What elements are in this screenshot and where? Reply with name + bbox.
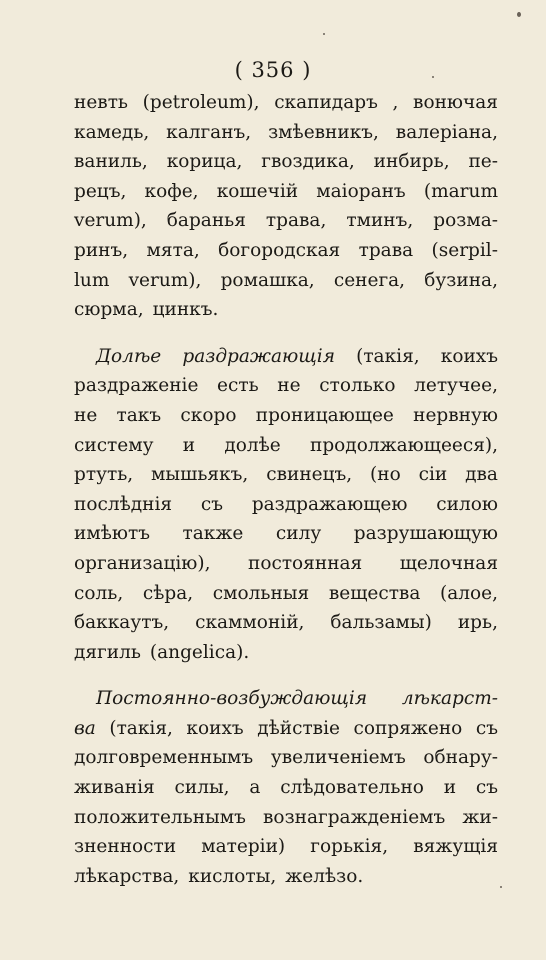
- word: сопряжено: [353, 717, 463, 739]
- text-line: [74, 832, 498, 862]
- text-line: [74, 371, 498, 401]
- word: баккаутъ,: [74, 612, 170, 634]
- word: скоро: [180, 404, 237, 426]
- word: розма-: [433, 210, 498, 232]
- word: не: [74, 404, 98, 426]
- word: сюрма,: [74, 299, 144, 321]
- word: трава: [358, 239, 414, 261]
- word: кофе,: [144, 180, 199, 202]
- text-line: [74, 549, 498, 579]
- word: калганъ,: [166, 121, 252, 143]
- text-line: [74, 743, 498, 773]
- word: вознагражденіемъ: [263, 806, 446, 828]
- word: lum: [74, 269, 110, 291]
- word: цинкъ.: [152, 299, 219, 321]
- word: желѣзо.: [285, 865, 364, 887]
- word: (но: [370, 464, 401, 486]
- word: змѣевникъ,: [268, 121, 379, 143]
- text-line: [74, 401, 498, 431]
- word: обнару-: [423, 747, 498, 769]
- word: пе-: [468, 151, 498, 173]
- word: силу: [275, 523, 322, 545]
- text-line: [74, 266, 498, 296]
- text-line: [74, 342, 498, 372]
- word: раздраженіе: [74, 375, 199, 397]
- word: силою: [436, 493, 498, 515]
- word: раздражающія: [182, 345, 335, 367]
- word: систему: [74, 434, 154, 456]
- word: Долѣе: [96, 345, 162, 367]
- word: вяжущія: [413, 836, 498, 858]
- word: ваниль,: [74, 151, 148, 173]
- word: скапидаръ: [274, 92, 378, 113]
- text-line: [74, 773, 498, 803]
- word: (angelica).: [149, 641, 250, 663]
- text-line: [74, 431, 498, 461]
- word: сенега,: [333, 269, 406, 291]
- word: ринъ,: [74, 239, 129, 261]
- page-text: [74, 88, 498, 891]
- word: и: [182, 434, 196, 456]
- word: (serpil-: [431, 239, 498, 261]
- word: продолжающееся),: [310, 434, 498, 456]
- word: кислоты,: [188, 865, 277, 887]
- word: съ: [475, 777, 498, 799]
- word: рецъ,: [74, 180, 127, 202]
- word: трава,: [265, 210, 327, 232]
- word: соль,: [74, 582, 124, 604]
- word: есть: [217, 375, 259, 397]
- word: долѣе: [224, 434, 281, 456]
- text-line: [74, 88, 498, 118]
- word: бальзамы): [330, 612, 432, 634]
- word: (marum: [423, 180, 498, 202]
- word: коихъ: [186, 717, 244, 739]
- word: съ: [475, 717, 498, 739]
- word: съ: [200, 493, 223, 515]
- text-line: [74, 295, 498, 325]
- word: матеріи): [201, 836, 286, 858]
- word: коихъ: [440, 345, 498, 367]
- text-line: [74, 579, 498, 609]
- word: валеріана,: [395, 121, 498, 143]
- text-line: [74, 147, 498, 177]
- word: (petroleum),: [142, 92, 260, 113]
- word: мышьякъ,: [151, 464, 249, 486]
- word: камедь,: [74, 121, 150, 143]
- word: дягиль: [74, 641, 141, 663]
- word: ромашка,: [220, 269, 315, 291]
- word: также: [182, 523, 244, 545]
- word: маіоранъ: [316, 180, 406, 202]
- word: скаммоній,: [195, 612, 305, 634]
- word: ртуть,: [74, 464, 134, 486]
- word: гвоздика,: [261, 151, 355, 173]
- word: два: [465, 464, 498, 486]
- text-line: [74, 236, 498, 266]
- text-line: [74, 519, 498, 549]
- word: лѣкарст-: [401, 688, 498, 710]
- word: вещества: [328, 582, 421, 604]
- text-line: [74, 684, 498, 714]
- word: тминъ,: [346, 210, 414, 232]
- text-line: [74, 460, 498, 490]
- word: а: [249, 777, 261, 799]
- word: свинецъ,: [266, 464, 353, 486]
- word: послѣднія: [74, 493, 173, 515]
- text-line: [74, 118, 498, 148]
- word: имѣютъ: [74, 523, 150, 545]
- word: вонючая: [413, 92, 498, 113]
- word: сіи: [418, 464, 448, 486]
- word: проницающее: [255, 404, 394, 426]
- word: ирь,: [457, 612, 498, 634]
- word: и: [443, 777, 457, 799]
- word: долговременнымъ: [74, 747, 254, 769]
- text-line: [74, 714, 498, 744]
- word: баранья: [166, 210, 246, 232]
- word: организацію),: [74, 552, 211, 574]
- word: нервную: [413, 404, 498, 426]
- paper-speck: [323, 33, 325, 35]
- text-line: [74, 490, 498, 520]
- text-line: [74, 862, 498, 892]
- word: (алое,: [440, 582, 498, 604]
- word: невть: [74, 92, 129, 113]
- word: зненности: [74, 836, 177, 858]
- paper-speck: [517, 12, 521, 17]
- text-line: [74, 638, 498, 668]
- word: постоянная: [247, 552, 363, 574]
- word: положительнымъ: [74, 806, 246, 828]
- word: мята,: [146, 239, 200, 261]
- word: живанія: [74, 777, 155, 799]
- paper-speck: [432, 76, 434, 78]
- page-number: ( 356 ): [234, 58, 312, 82]
- word: слѣдовательно: [280, 777, 424, 799]
- word: разрушающую: [353, 523, 498, 545]
- word: смольныя: [212, 582, 310, 604]
- word: инбирь,: [373, 151, 450, 173]
- text-line: [74, 803, 498, 833]
- paper-speck: [500, 886, 502, 888]
- word: бузина,: [424, 269, 498, 291]
- word: verum),: [74, 210, 147, 232]
- word: такъ: [116, 404, 162, 426]
- word: столько: [319, 375, 396, 397]
- word: горькія,: [310, 836, 389, 858]
- word: раздражающею: [251, 493, 408, 515]
- word: (такія,: [356, 345, 420, 367]
- word: щелочная: [399, 552, 498, 574]
- word: кошечій: [216, 180, 299, 202]
- word: verum),: [128, 269, 202, 291]
- word: корица,: [166, 151, 243, 173]
- word: силы,: [174, 777, 230, 799]
- text-line: [74, 177, 498, 207]
- word: лѣкарства,: [74, 865, 180, 887]
- word: летучее,: [414, 375, 498, 397]
- word: не: [277, 375, 301, 397]
- word: ,: [392, 92, 399, 113]
- word: богородская: [218, 239, 341, 261]
- word: дѣйствіе: [257, 717, 340, 739]
- word: увеличеніемъ: [270, 747, 406, 769]
- word: сѣра,: [142, 582, 194, 604]
- word: жи-: [462, 806, 498, 828]
- word: ва: [74, 717, 96, 739]
- word: Постоянно-возбуждающія: [96, 688, 368, 710]
- text-line: [74, 608, 498, 638]
- text-line: [74, 206, 498, 236]
- word: (такія,: [109, 717, 173, 739]
